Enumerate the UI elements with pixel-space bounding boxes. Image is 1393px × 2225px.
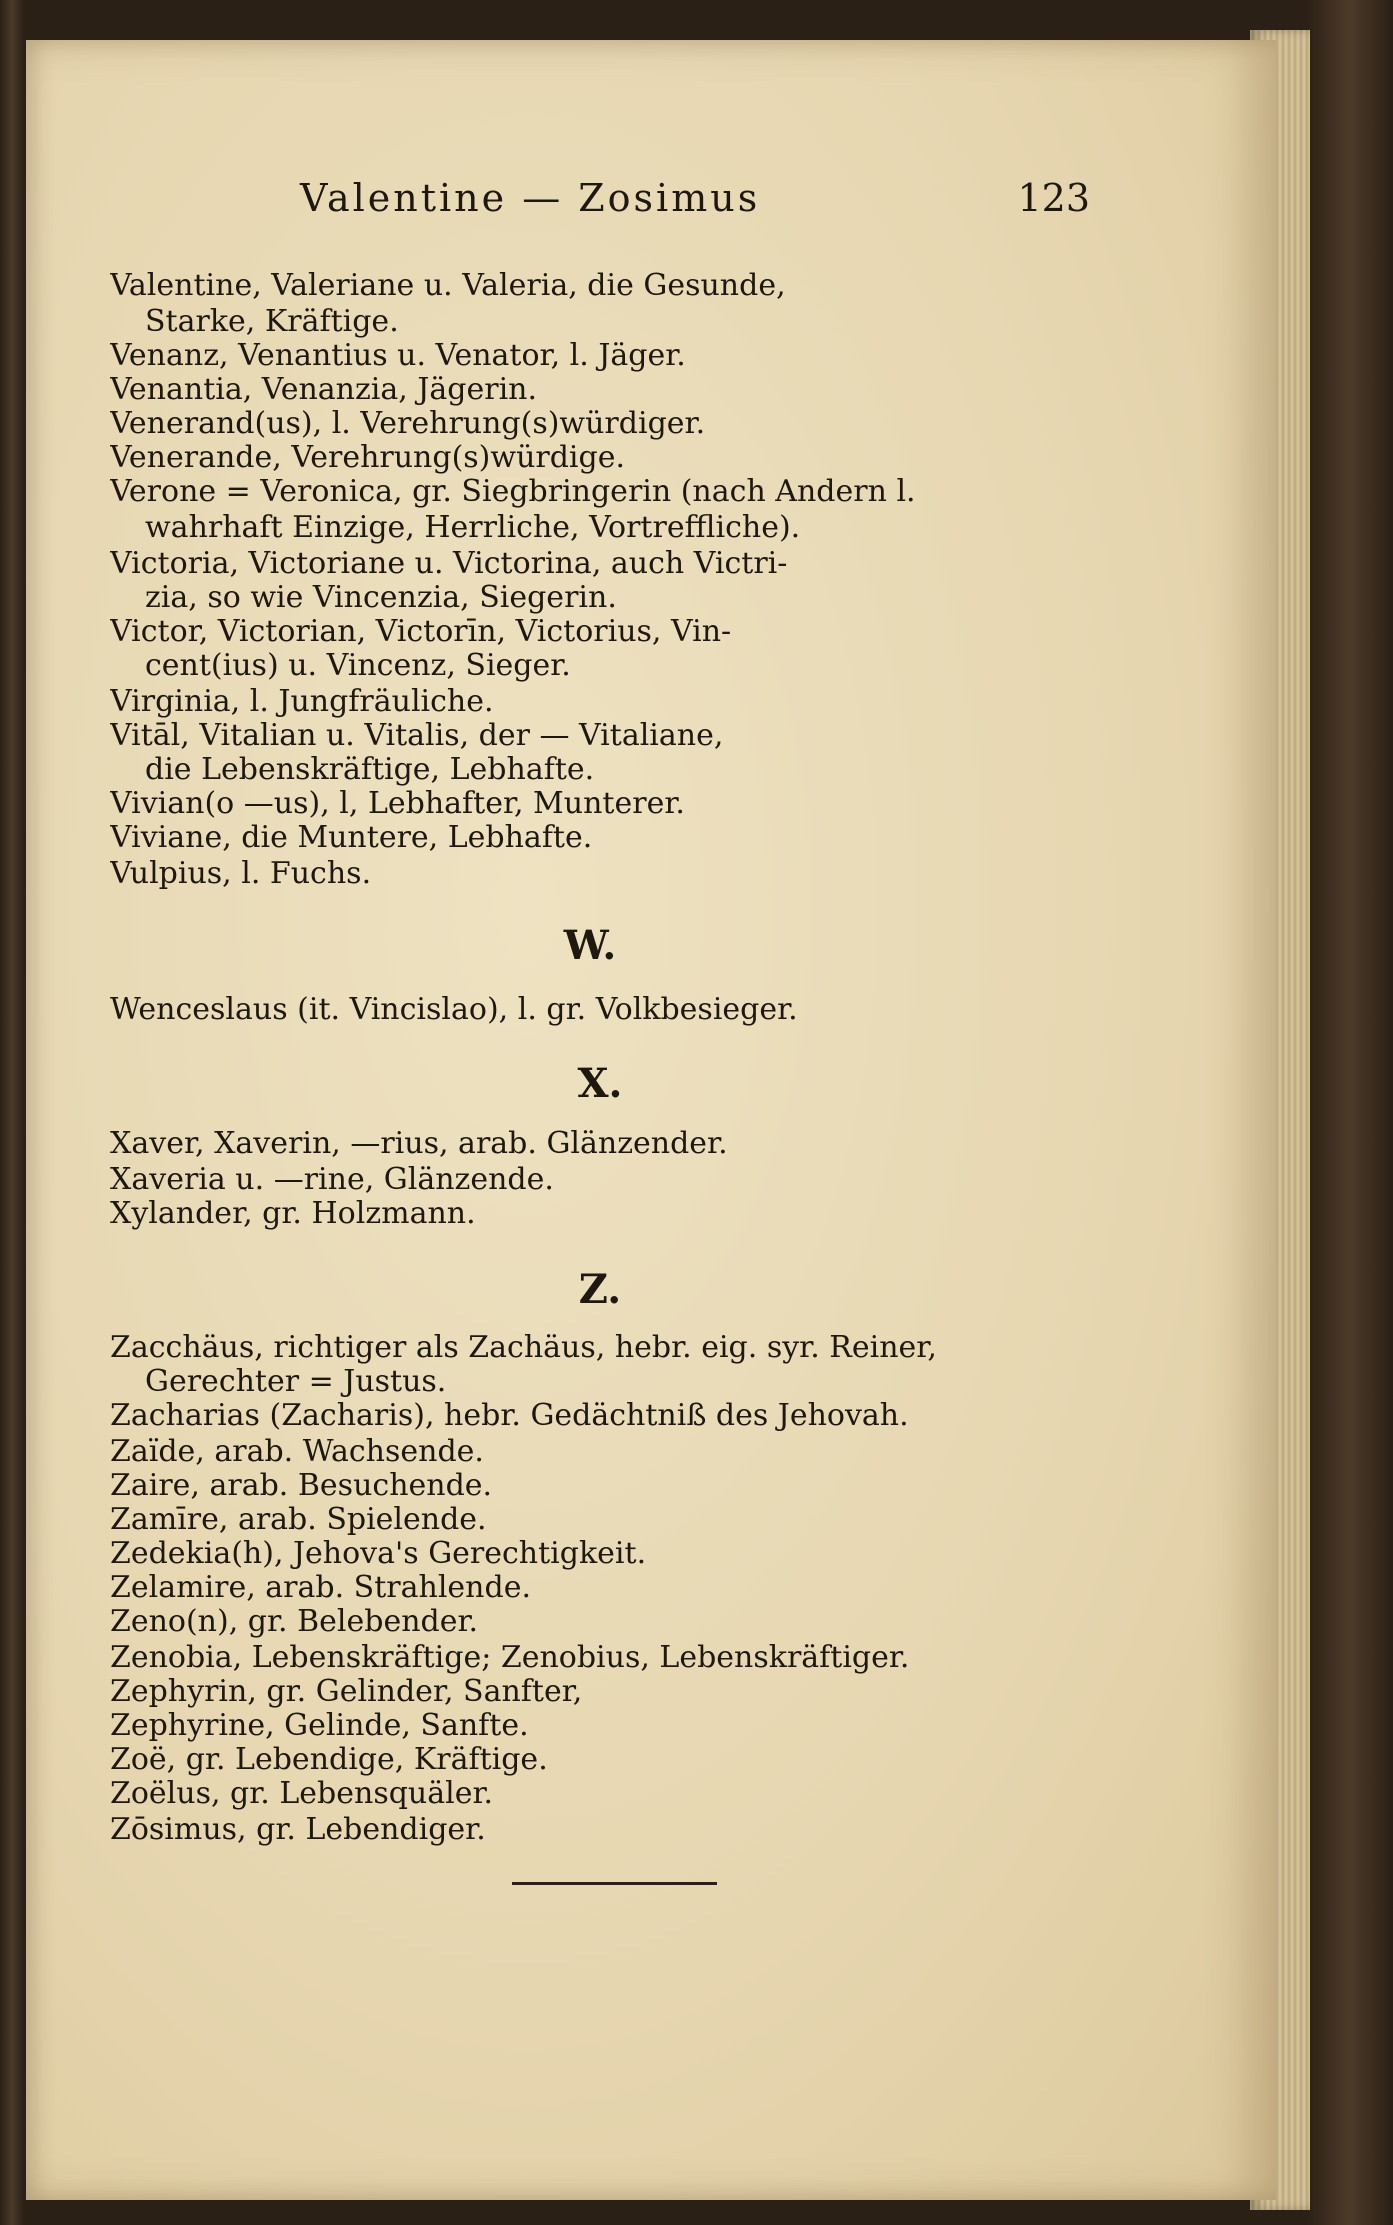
entry-line: Zacharias (Zacharis), hebr. Gedächtniß des Jehovah.	[110, 1398, 909, 1433]
entry-line: Venerand(us), l. Verehrung(s)würdiger.	[110, 406, 706, 441]
entry-line: Zaire, arab. Besuchende.	[110, 1468, 493, 1503]
entry-line: Xaver, Xaverin, —rius, arab. Glänzender.	[110, 1126, 728, 1161]
entry-line: Viviane, die Muntere, Lebhafte.	[110, 820, 593, 855]
entry-line: Virginia, l. Jungfräuliche.	[110, 684, 494, 719]
entry-line: Zeno(n), gr. Belebender.	[110, 1604, 479, 1639]
entry-line: die Lebenskräftige, Lebhafte.	[145, 752, 595, 787]
entry-line: Victoria, Victoriane u. Victorina, auch Victri-	[110, 546, 788, 581]
entry-line: Venanz, Venantius u. Venator, l. Jäger.	[110, 338, 686, 373]
entry-line: Xylander, gr. Holzmann.	[110, 1196, 476, 1231]
entry-line: Xaveria u. —rine, Glänzende.	[110, 1162, 554, 1197]
entry-line: Zenobia, Lebenskräftige; Zenobius, Lebenskräftiger.	[110, 1640, 910, 1675]
entry-line: Wenceslaus (it. Vincislao), l. gr. Volkbesieger.	[110, 992, 798, 1027]
entry-line: Zephyrine, Gelinde, Sanfte.	[110, 1708, 529, 1743]
section-heading-w: W.	[563, 922, 617, 969]
entry-line: Vitāl, Vitalian u. Vitalis, der — Vitaliane,	[110, 718, 724, 753]
entry-line: Zoëlus, gr. Lebensquäler.	[110, 1776, 494, 1811]
entry-line: Zephyrin, gr. Gelinder, Sanfter,	[110, 1674, 583, 1709]
page-header	[300, 176, 1090, 226]
entry-line: zia, so wie Vincenzia, Siegerin.	[145, 580, 617, 615]
entry-line: Venantia, Venanzia, Jägerin.	[110, 372, 538, 407]
running-title: Valentine — Zosimus	[300, 176, 761, 220]
section-heading-z: Z.	[578, 1266, 622, 1313]
entry-line: Valentine, Valeriane u. Valeria, die Gesunde,	[110, 268, 786, 303]
entry-line: Zedekia(h), Jehova's Gerechtigkeit.	[110, 1536, 647, 1571]
entry-line: Vulpius, l. Fuchs.	[110, 856, 372, 891]
entry-line: Victor, Victorian, Victorīn, Victorius, Vin-	[110, 614, 732, 649]
entry-line: Zōsimus, gr. Lebendiger.	[110, 1812, 486, 1847]
book-cover	[1305, 0, 1393, 2225]
entry-line: Vivian(o —us), l, Lebhafter, Munterer.	[110, 786, 685, 821]
entry-line: wahrhaft Einzige, Herrliche, Vortreffliche).	[145, 510, 801, 545]
entry-line: Venerande, Verehrung(s)würdige.	[110, 440, 626, 475]
section-heading-x: X.	[577, 1060, 623, 1107]
entry-line: Zaïde, arab. Wachsende.	[110, 1434, 484, 1469]
closing-rule	[512, 1882, 717, 1885]
entry-line: cent(ius) u. Vincenz, Sieger.	[145, 648, 571, 683]
page-number: 123	[1017, 176, 1090, 220]
entry-line: Zelamire, arab. Strahlende.	[110, 1570, 531, 1605]
entry-line: Zamīre, arab. Spielende.	[110, 1502, 487, 1537]
entry-line: Gerechter = Justus.	[145, 1364, 447, 1399]
entry-line: Zacchäus, richtiger als Zachäus, hebr. eig. syr. Reiner,	[110, 1330, 937, 1365]
entry-line: Zoë, gr. Lebendige, Kräftige.	[110, 1742, 548, 1777]
entry-line: Starke, Kräftige.	[145, 304, 399, 339]
entry-line: Verone = Veronica, gr. Siegbringerin (nach Andern l.	[110, 474, 916, 509]
